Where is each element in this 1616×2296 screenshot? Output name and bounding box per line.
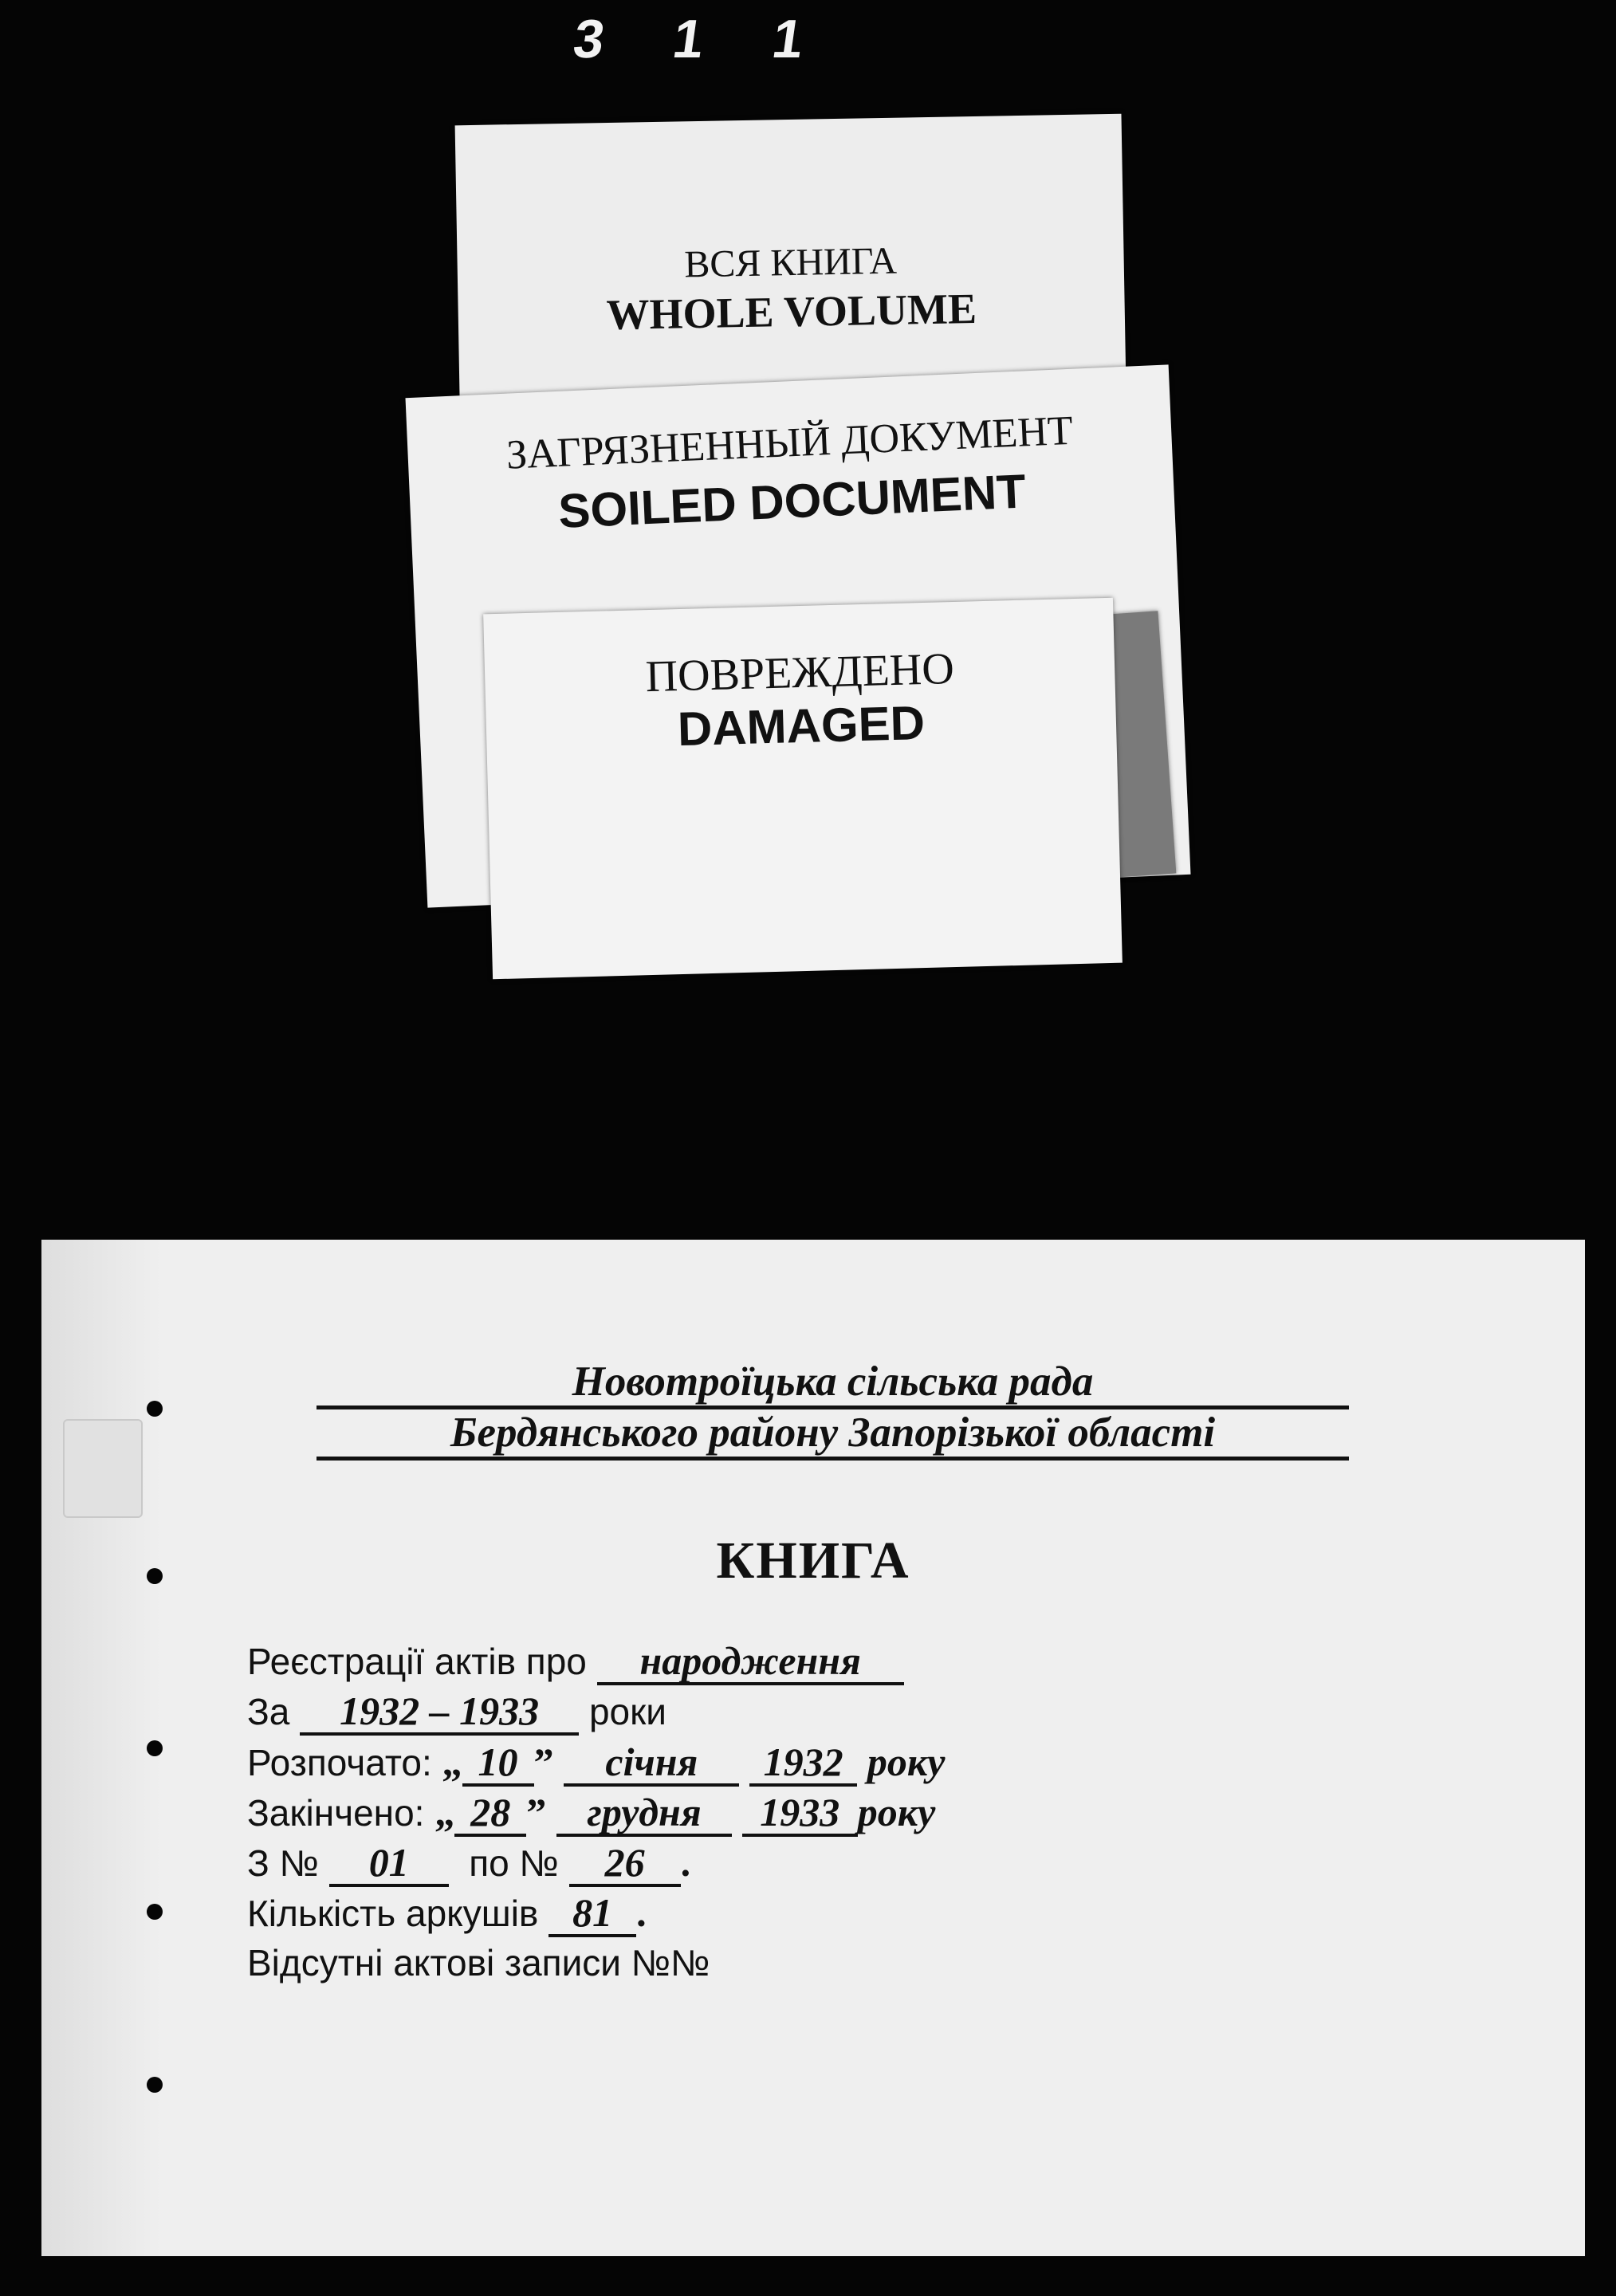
missing-records-field xyxy=(247,1940,710,1986)
binding-hole xyxy=(147,1904,163,1920)
years-suffix: роки xyxy=(588,1691,666,1732)
whole-volume-ru: ВСЯ КНИГА xyxy=(683,239,898,286)
numbers-field xyxy=(247,1839,690,1887)
damaged-en: DAMAGED xyxy=(677,695,926,757)
started-field xyxy=(247,1739,945,1787)
numbers-from-value: 01 xyxy=(329,1841,449,1887)
district-region: Бердянського району Запорізької області xyxy=(317,1409,1349,1461)
damaged-ru: ПОВРЕЖДЕНО xyxy=(644,643,955,702)
whole-volume-en: WHOLE VOLUME xyxy=(605,284,977,340)
binding-tab xyxy=(63,1419,143,1518)
finished-year: 1933 xyxy=(742,1791,858,1837)
started-year: 1932 xyxy=(749,1740,857,1787)
numbers-to-value: 26 xyxy=(569,1841,681,1887)
sheets-terminator: . xyxy=(636,1890,647,1935)
book-title: КНИГА xyxy=(716,1531,910,1590)
book-cover-card xyxy=(41,1240,1585,2256)
sheets-field xyxy=(247,1889,647,1937)
finished-close-quote: ” xyxy=(526,1790,547,1834)
started-day: 10 xyxy=(462,1740,534,1787)
frame-number: 3 1 1 xyxy=(569,9,835,69)
soiled-document-en: SOILED DOCUMENT xyxy=(557,464,1028,538)
registration-label: Реєстрації актів про xyxy=(247,1641,587,1682)
registration-value: народження xyxy=(597,1639,904,1685)
binding-hole xyxy=(147,1401,163,1417)
missing-records-label: Відсутні актові записи №№ xyxy=(247,1942,710,1983)
finished-field xyxy=(247,1789,935,1837)
binding-hole xyxy=(147,2077,163,2093)
started-close-quote: ” xyxy=(533,1740,554,1784)
started-month: січня xyxy=(564,1740,739,1787)
sheets-value: 81 xyxy=(548,1891,636,1937)
finished-label: Закінчено: xyxy=(247,1792,425,1834)
binding-hole xyxy=(147,1740,163,1756)
registration-field xyxy=(247,1638,904,1685)
finished-suffix: року xyxy=(857,1790,936,1834)
started-label: Розпочато: xyxy=(247,1742,432,1783)
years-field xyxy=(247,1689,666,1736)
card-binding-edge xyxy=(41,1240,161,2256)
finished-day: 28 xyxy=(454,1791,526,1837)
started-open-quote: „ xyxy=(442,1740,462,1784)
sheets-label: Кількість аркушів xyxy=(247,1893,539,1934)
numbers-terminator: . xyxy=(680,1840,691,1885)
council-name: Новотроїцька сільська рада xyxy=(317,1358,1349,1409)
numbers-to-label: по № xyxy=(469,1842,559,1884)
finished-month: грудня xyxy=(556,1791,732,1837)
years-prefix: За xyxy=(247,1691,290,1732)
soiled-document-ru: ЗАГРЯЗНЕННЫЙ ДОКУМЕНТ xyxy=(505,407,1074,478)
started-suffix: року xyxy=(867,1740,946,1784)
years-value: 1932 – 1933 xyxy=(300,1689,579,1736)
finished-open-quote: „ xyxy=(434,1790,455,1834)
damaged-slip xyxy=(483,598,1123,980)
numbers-from-label: З № xyxy=(247,1842,319,1884)
